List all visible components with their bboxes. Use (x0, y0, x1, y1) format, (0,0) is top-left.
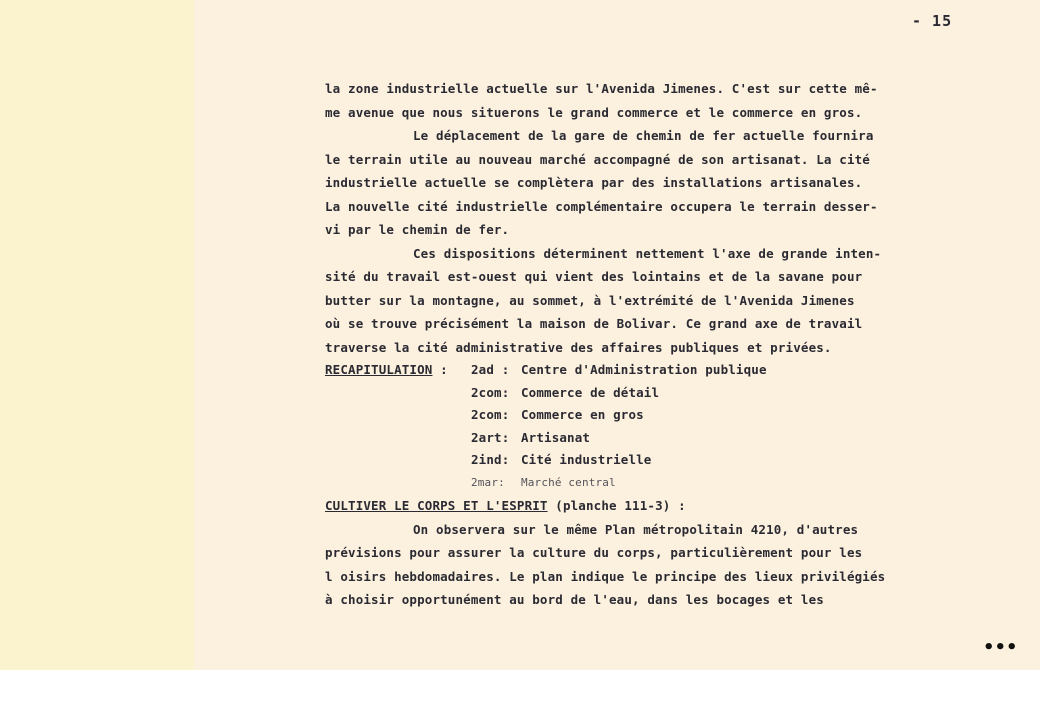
text-line: à choisir opportunément au bord de l'eau, dans les bocages et les (325, 592, 824, 607)
recap-item (471, 382, 659, 405)
text-line: On observera sur le même Plan métropolitain 4210, d'autres (413, 521, 859, 537)
text-line: La nouvelle cité industrielle complémentaire occupera le terrain desser- (325, 198, 878, 214)
recap-row (325, 449, 915, 472)
text-line: traverse la cité administrative des affaires publiques et privées. (325, 339, 832, 355)
recap-row (325, 427, 915, 450)
text-line: butter sur la montagne, au sommet, à l'extrémité de l'Avenida Jimenes (325, 292, 855, 308)
text-line: prévisions pour assurer la culture du corps, particulièrement pour les (325, 545, 863, 560)
recap-row (325, 382, 915, 405)
recap-label: Commerce de détail (521, 384, 660, 400)
page-body (325, 77, 915, 612)
recap-row (325, 404, 915, 427)
section-heading-suffix: (planche 111-3) : (555, 498, 686, 513)
recap-label: Centre d'Administration publique (521, 362, 767, 377)
text-line: Le déplacement de la gare de chemin de fer actuelle fournira (413, 128, 874, 143)
recap-item (471, 427, 590, 450)
page-number: - 15 (912, 12, 953, 30)
text-line: me avenue que nous situerons le grand commerce et le commerce en gros. (325, 104, 863, 120)
recap-row (325, 359, 915, 382)
left-margin (0, 0, 194, 670)
recap-code: 2mar: (471, 475, 505, 489)
recap-label: Cité industrielle (521, 452, 652, 467)
recap-item (471, 404, 644, 427)
text-line: sité du travail est-ouest qui vient des lointains et de la savane pour (325, 269, 863, 284)
section-heading-line (325, 494, 915, 518)
recap-code: 2ad : (471, 362, 510, 377)
recap-label: Marché central (521, 475, 616, 489)
text-line: Ces dispositions déterminent nettement l'axe de grande inten- (413, 245, 882, 261)
recap-code: 2com: (471, 384, 510, 400)
recap-heading: RECAPITULATION (325, 362, 433, 377)
recap-label: Artisanat (521, 429, 591, 445)
recap-item (471, 472, 616, 495)
document-page (194, 0, 1040, 670)
recap-row (325, 472, 915, 495)
recap-item (471, 449, 652, 472)
recap-label: Commerce en gros (521, 407, 644, 422)
text-line: vi par le chemin de fer. (325, 222, 510, 237)
recap-separator: : (440, 362, 448, 377)
text-line: l oisirs hebdomadaires. Le plan indique le principe des lieux privilégiés (325, 568, 886, 584)
recap-item (471, 359, 767, 382)
text-line: la zone industrielle actuelle sur l'Avenida Jimenes. C'est sur cette mê- (325, 81, 878, 96)
recap-code: 2ind: (471, 452, 510, 467)
text-line: où se trouve précisément la maison de Bolivar. Ce grand axe de travail (325, 316, 863, 331)
more-options-button[interactable]: ••• (983, 637, 1018, 658)
recap-code: 2art: (471, 429, 510, 445)
section-heading: CULTIVER LE CORPS ET L'ESPRIT (325, 498, 548, 513)
text-line: industrielle actuelle se complètera par des installations artisanales. (325, 175, 863, 190)
text-line: le terrain utile au nouveau marché accompagné de son artisanat. La cité (325, 151, 870, 167)
recap-code: 2com: (471, 407, 510, 422)
